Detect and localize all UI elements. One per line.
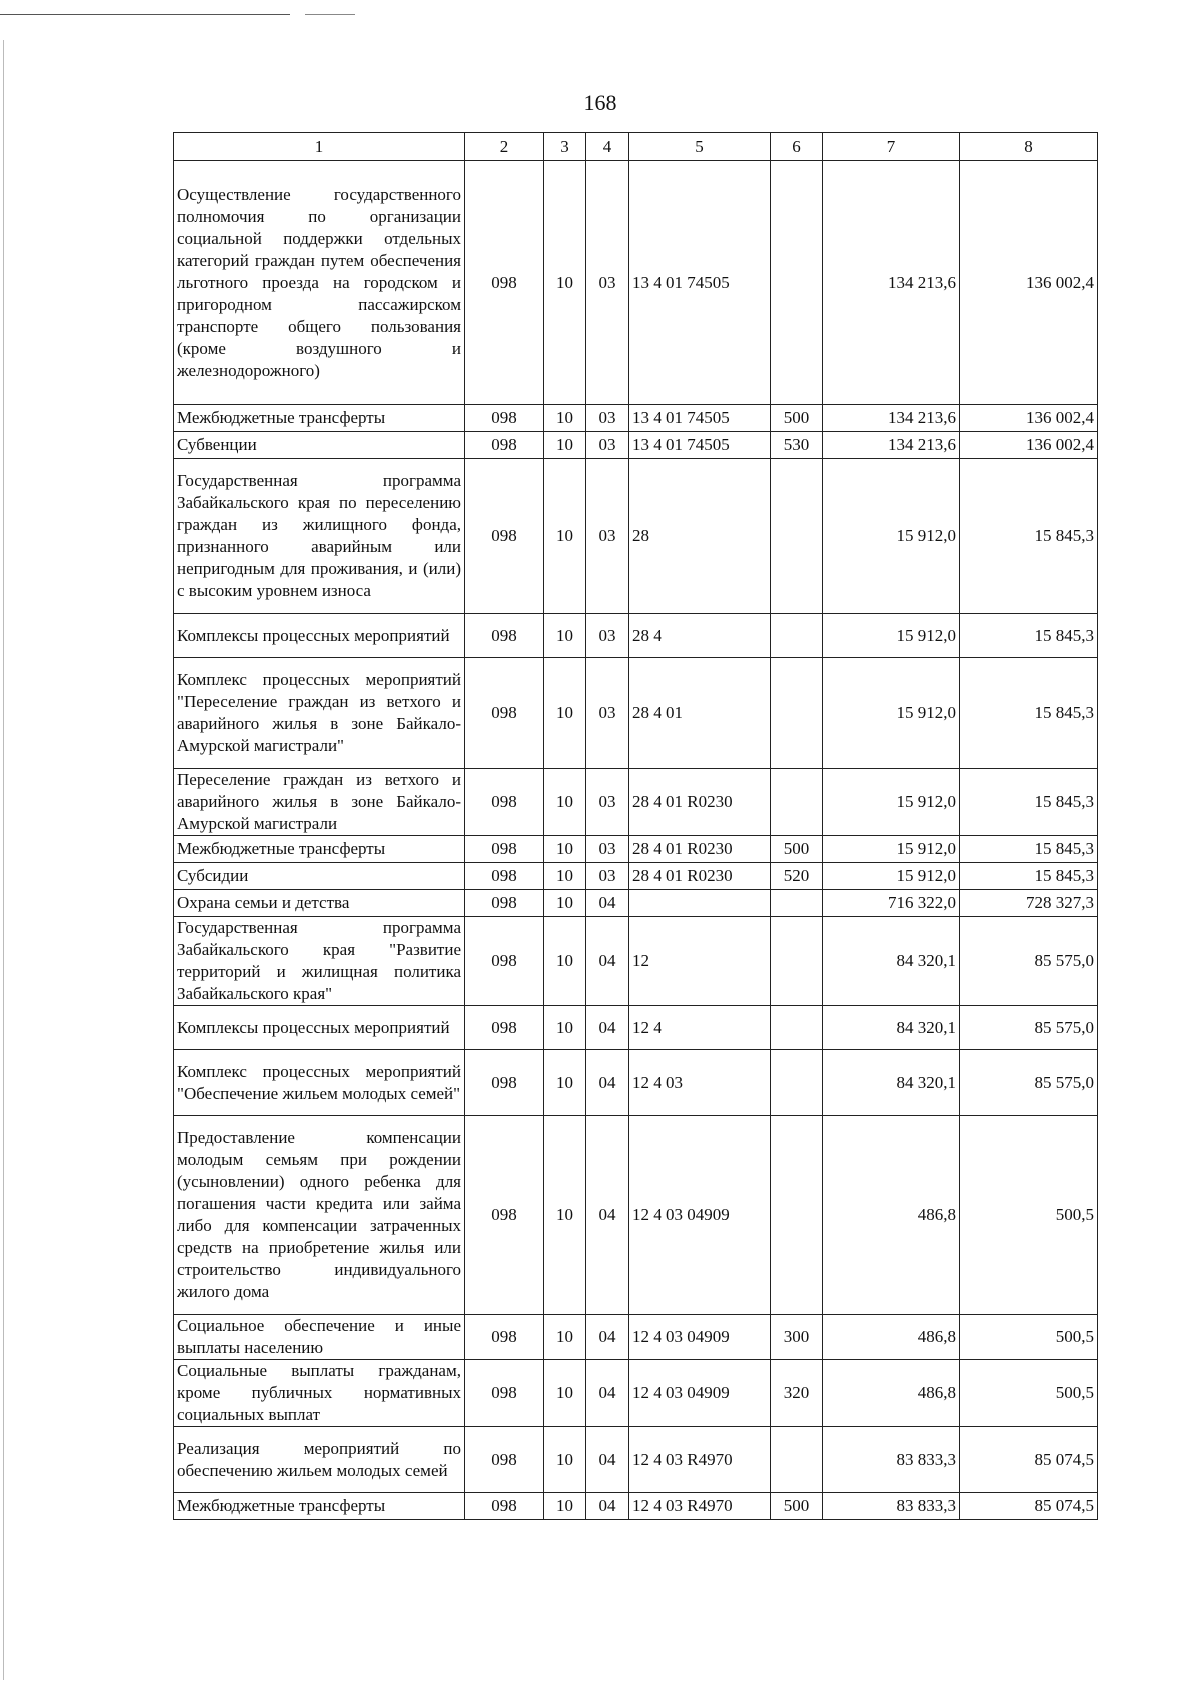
cell-amount-year2: 500,5 [960, 1315, 1098, 1360]
table-row [174, 1427, 1098, 1493]
cell-expense-type: 530 [771, 432, 823, 459]
cell-section-code: 10 [544, 432, 586, 459]
table-row [174, 836, 1098, 863]
cell-subsection-code: 03 [586, 405, 629, 432]
cell-target-article: 13 4 01 74505 [629, 432, 771, 459]
cell-amount-year1: 486,8 [823, 1360, 960, 1427]
cell-expense-type [771, 1116, 823, 1315]
cell-expense-type: 300 [771, 1315, 823, 1360]
cell-ministry-code: 098 [465, 917, 544, 1006]
cell-amount-year1: 15 912,0 [823, 836, 960, 863]
cell-name: Межбюджетные трансферты [174, 836, 465, 863]
cell-ministry-code: 098 [465, 1116, 544, 1315]
cell-subsection-code: 03 [586, 769, 629, 836]
cell-name: Субсидии [174, 863, 465, 890]
cell-section-code: 10 [544, 614, 586, 658]
cell-target-article: 12 4 [629, 1006, 771, 1050]
cell-expense-type [771, 1050, 823, 1116]
cell-section-code: 10 [544, 658, 586, 769]
cell-section-code: 10 [544, 1006, 586, 1050]
column-header: 4 [586, 133, 629, 161]
table-row [174, 405, 1098, 432]
cell-ministry-code: 098 [465, 863, 544, 890]
cell-expense-type: 320 [771, 1360, 823, 1427]
cell-amount-year2: 85 074,5 [960, 1427, 1098, 1493]
cell-section-code: 10 [544, 405, 586, 432]
cell-amount-year1: 15 912,0 [823, 863, 960, 890]
cell-name: Комплексы процессных мероприятий [174, 1006, 465, 1050]
cell-amount-year1: 15 912,0 [823, 614, 960, 658]
cell-subsection-code: 03 [586, 658, 629, 769]
column-header: 7 [823, 133, 960, 161]
cell-ministry-code: 098 [465, 432, 544, 459]
cell-ministry-code: 098 [465, 1493, 544, 1520]
cell-expense-type [771, 161, 823, 405]
scan-page-edge [3, 40, 4, 1680]
cell-amount-year2: 500,5 [960, 1116, 1098, 1315]
table-row [174, 432, 1098, 459]
cell-subsection-code: 03 [586, 161, 629, 405]
cell-name: Предоставление компенсации молодым семьям при рождении (усыновлении) одного ребенка для погашения части кредита или займа либо для компенсации затраченных средств на приобретение жилья или строительство индивидуального жилого дома [174, 1116, 465, 1315]
cell-ministry-code: 098 [465, 405, 544, 432]
cell-ministry-code: 098 [465, 459, 544, 614]
cell-name: Осуществление государственного полномочия по организации социальной поддержки отдельных категорий граждан путем обеспечения льготного проезда на городском и пригородном пассажирском транспорте общего пользования (кроме воздушного и железнодорожного) [174, 161, 465, 405]
cell-expense-type [771, 614, 823, 658]
table-header-row [174, 133, 1098, 161]
cell-amount-year2: 136 002,4 [960, 432, 1098, 459]
cell-amount-year2: 15 845,3 [960, 863, 1098, 890]
scan-artifact-line [0, 14, 290, 15]
table-row [174, 614, 1098, 658]
cell-target-article: 28 4 01 R0230 [629, 863, 771, 890]
cell-amount-year2: 136 002,4 [960, 405, 1098, 432]
cell-ministry-code: 098 [465, 1006, 544, 1050]
cell-target-article: 13 4 01 74505 [629, 161, 771, 405]
page-number: 168 [583, 90, 617, 115]
cell-expense-type [771, 1006, 823, 1050]
cell-subsection-code: 04 [586, 917, 629, 1006]
cell-target-article [629, 890, 771, 917]
cell-amount-year2: 85 575,0 [960, 1050, 1098, 1116]
cell-subsection-code: 03 [586, 432, 629, 459]
cell-amount-year1: 486,8 [823, 1116, 960, 1315]
cell-target-article: 28 4 01 R0230 [629, 836, 771, 863]
cell-name: Комплекс процессных мероприятий "Переселение граждан из ветхого и аварийного жилья в зоне Байкало-Амурской магистрали" [174, 658, 465, 769]
cell-amount-year2: 136 002,4 [960, 161, 1098, 405]
cell-expense-type: 500 [771, 405, 823, 432]
cell-amount-year1: 15 912,0 [823, 769, 960, 836]
cell-section-code: 10 [544, 1360, 586, 1427]
cell-target-article: 12 4 03 04909 [629, 1315, 771, 1360]
cell-subsection-code: 03 [586, 459, 629, 614]
table-row [174, 917, 1098, 1006]
cell-subsection-code: 04 [586, 1006, 629, 1050]
cell-amount-year2: 85 575,0 [960, 917, 1098, 1006]
cell-expense-type [771, 1427, 823, 1493]
cell-amount-year1: 134 213,6 [823, 405, 960, 432]
cell-section-code: 10 [544, 836, 586, 863]
column-header: 1 [174, 133, 465, 161]
cell-ministry-code: 098 [465, 1360, 544, 1427]
cell-ministry-code: 098 [465, 614, 544, 658]
cell-ministry-code: 098 [465, 161, 544, 405]
cell-amount-year2: 15 845,3 [960, 769, 1098, 836]
cell-target-article: 12 4 03 04909 [629, 1116, 771, 1315]
cell-subsection-code: 04 [586, 1116, 629, 1315]
table-row [174, 769, 1098, 836]
cell-name: Комплексы процессных мероприятий [174, 614, 465, 658]
cell-amount-year1: 15 912,0 [823, 459, 960, 614]
cell-subsection-code: 04 [586, 1493, 629, 1520]
cell-target-article: 12 4 03 R4970 [629, 1493, 771, 1520]
cell-ministry-code: 098 [465, 769, 544, 836]
cell-section-code: 10 [544, 769, 586, 836]
column-header: 5 [629, 133, 771, 161]
cell-expense-type [771, 459, 823, 614]
cell-amount-year1: 83 833,3 [823, 1493, 960, 1520]
column-header: 6 [771, 133, 823, 161]
cell-ministry-code: 098 [465, 1427, 544, 1493]
budget-table [173, 132, 1098, 1520]
cell-ministry-code: 098 [465, 658, 544, 769]
cell-target-article: 28 4 [629, 614, 771, 658]
cell-target-article: 28 4 01 [629, 658, 771, 769]
scan-artifact-line [305, 14, 355, 15]
cell-expense-type [771, 658, 823, 769]
cell-target-article: 28 [629, 459, 771, 614]
cell-name: Государственная программа Забайкальского края "Развитие территорий и жилищная политика Забайкальского края" [174, 917, 465, 1006]
cell-target-article: 12 4 03 R4970 [629, 1427, 771, 1493]
cell-expense-type [771, 769, 823, 836]
cell-amount-year1: 716 322,0 [823, 890, 960, 917]
cell-amount-year2: 500,5 [960, 1360, 1098, 1427]
table-row [174, 161, 1098, 405]
cell-name: Комплекс процессных мероприятий "Обеспечение жильем молодых семей" [174, 1050, 465, 1116]
cell-ministry-code: 098 [465, 890, 544, 917]
cell-subsection-code: 04 [586, 1050, 629, 1116]
cell-target-article: 13 4 01 74505 [629, 405, 771, 432]
cell-amount-year1: 84 320,1 [823, 917, 960, 1006]
cell-amount-year1: 15 912,0 [823, 658, 960, 769]
cell-amount-year2: 15 845,3 [960, 836, 1098, 863]
table-row [174, 459, 1098, 614]
cell-section-code: 10 [544, 161, 586, 405]
cell-name: Государственная программа Забайкальского края по переселению граждан из жилищного фонда, признанного аварийным или непригодным для проживания, и (или) с высоким уровнем износа [174, 459, 465, 614]
cell-amount-year1: 84 320,1 [823, 1006, 960, 1050]
table-row [174, 1116, 1098, 1315]
column-header: 3 [544, 133, 586, 161]
cell-subsection-code: 03 [586, 614, 629, 658]
table-row [174, 1493, 1098, 1520]
table-row [174, 863, 1098, 890]
column-header: 2 [465, 133, 544, 161]
table-row [174, 1050, 1098, 1116]
cell-subsection-code: 03 [586, 836, 629, 863]
cell-name: Субвенции [174, 432, 465, 459]
cell-amount-year2: 85 575,0 [960, 1006, 1098, 1050]
cell-amount-year2: 85 074,5 [960, 1493, 1098, 1520]
cell-amount-year2: 15 845,3 [960, 658, 1098, 769]
cell-ministry-code: 098 [465, 836, 544, 863]
cell-amount-year1: 83 833,3 [823, 1427, 960, 1493]
cell-expense-type: 520 [771, 863, 823, 890]
cell-name: Межбюджетные трансферты [174, 405, 465, 432]
cell-section-code: 10 [544, 863, 586, 890]
cell-section-code: 10 [544, 1315, 586, 1360]
cell-section-code: 10 [544, 917, 586, 1006]
cell-section-code: 10 [544, 1116, 586, 1315]
cell-target-article: 12 4 03 [629, 1050, 771, 1116]
cell-amount-year2: 15 845,3 [960, 614, 1098, 658]
cell-amount-year1: 134 213,6 [823, 161, 960, 405]
table-row [174, 1006, 1098, 1050]
column-header: 8 [960, 133, 1098, 161]
cell-expense-type: 500 [771, 1493, 823, 1520]
cell-section-code: 10 [544, 890, 586, 917]
cell-subsection-code: 03 [586, 863, 629, 890]
cell-amount-year1: 84 320,1 [823, 1050, 960, 1116]
cell-subsection-code: 04 [586, 1315, 629, 1360]
cell-amount-year2: 728 327,3 [960, 890, 1098, 917]
cell-ministry-code: 098 [465, 1315, 544, 1360]
cell-ministry-code: 098 [465, 1050, 544, 1116]
cell-expense-type: 500 [771, 836, 823, 863]
cell-name: Социальные выплаты гражданам, кроме публичных нормативных социальных выплат [174, 1360, 465, 1427]
cell-expense-type [771, 917, 823, 1006]
table-row [174, 890, 1098, 917]
cell-name: Охрана семьи и детства [174, 890, 465, 917]
cell-name: Реализация мероприятий по обеспечению жильем молодых семей [174, 1427, 465, 1493]
cell-section-code: 10 [544, 459, 586, 614]
cell-target-article: 12 [629, 917, 771, 1006]
cell-target-article: 12 4 03 04909 [629, 1360, 771, 1427]
cell-target-article: 28 4 01 R0230 [629, 769, 771, 836]
cell-subsection-code: 04 [586, 1360, 629, 1427]
table-row [174, 658, 1098, 769]
cell-amount-year2: 15 845,3 [960, 459, 1098, 614]
cell-name: Социальное обеспечение и иные выплаты населению [174, 1315, 465, 1360]
cell-amount-year1: 486,8 [823, 1315, 960, 1360]
cell-section-code: 10 [544, 1050, 586, 1116]
cell-name: Переселение граждан из ветхого и аварийного жилья в зоне Байкало-Амурской магистрали [174, 769, 465, 836]
cell-name: Межбюджетные трансферты [174, 1493, 465, 1520]
cell-section-code: 10 [544, 1493, 586, 1520]
cell-amount-year1: 134 213,6 [823, 432, 960, 459]
cell-expense-type [771, 890, 823, 917]
cell-subsection-code: 04 [586, 1427, 629, 1493]
cell-section-code: 10 [544, 1427, 586, 1493]
table-row [174, 1360, 1098, 1427]
cell-subsection-code: 04 [586, 890, 629, 917]
table-row [174, 1315, 1098, 1360]
